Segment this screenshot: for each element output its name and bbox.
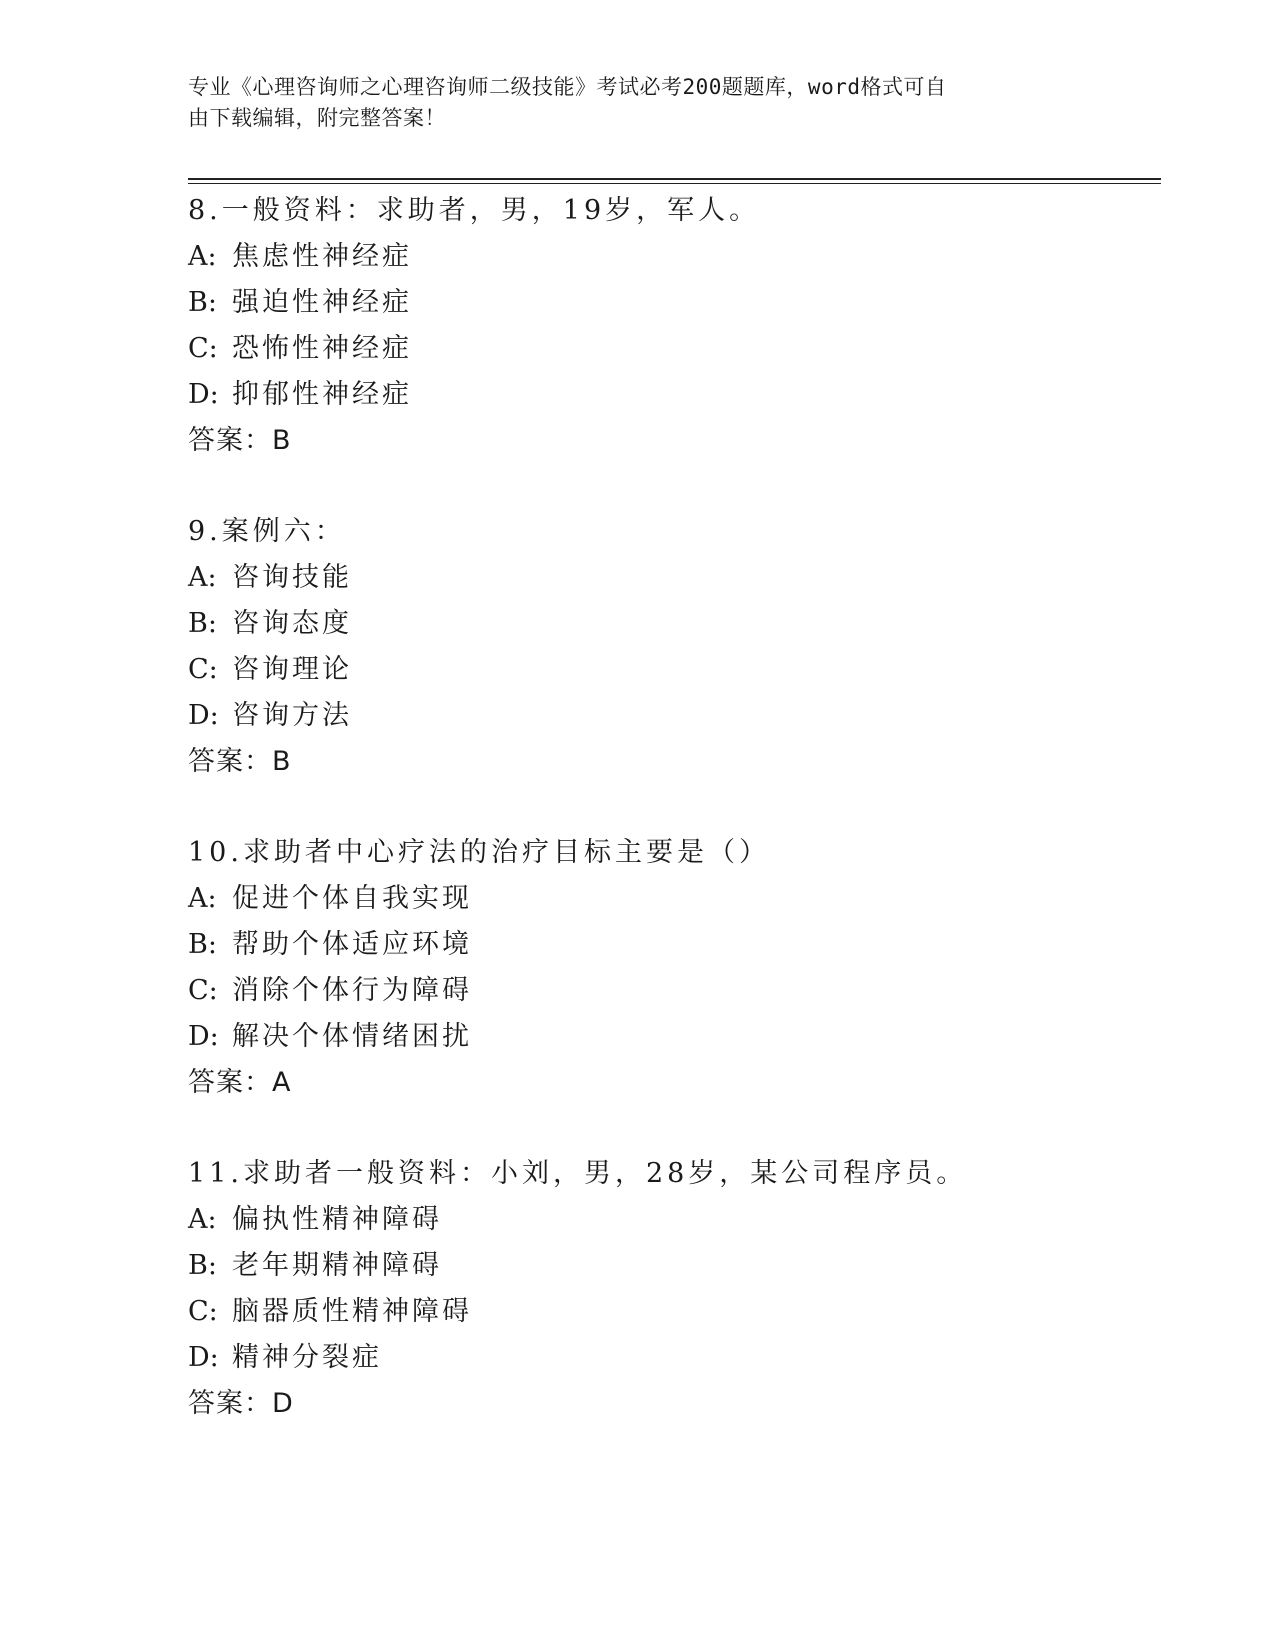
- option-text: 消除个体行为障碍: [232, 975, 472, 1006]
- option-b: [188, 922, 1148, 968]
- question-10: [188, 830, 1148, 1106]
- option-text: 咨询态度: [232, 608, 352, 639]
- option-d: [188, 693, 1148, 739]
- option-key: A:: [188, 883, 217, 914]
- header-line-2: 由下载编辑，附完整答案！: [188, 106, 446, 130]
- question-9: [188, 509, 1148, 785]
- option-d: [188, 1014, 1148, 1060]
- header-line-1: 专业《心理咨询师之心理咨询师二级技能》考试必考200题题库，word格式可自: [188, 75, 947, 99]
- option-d: [188, 372, 1148, 418]
- option-c: [188, 326, 1148, 372]
- option-key: C:: [188, 1296, 218, 1327]
- option-c: [188, 647, 1148, 693]
- option-key: B:: [188, 287, 217, 318]
- option-key: C:: [188, 654, 218, 685]
- option-text: 帮助个体适应环境: [232, 929, 472, 960]
- option-key: C:: [188, 975, 218, 1006]
- option-key: B:: [188, 929, 217, 960]
- option-a: [188, 876, 1148, 922]
- option-a: [188, 555, 1148, 601]
- option-key: C:: [188, 333, 218, 364]
- option-b: [188, 280, 1148, 326]
- option-text: 抑郁性神经症: [232, 379, 412, 410]
- question-stem: 11.求助者一般资料：小刘，男，28岁，某公司程序员。: [188, 1158, 968, 1189]
- answer-line: 答案：B: [188, 425, 292, 456]
- option-text: 促进个体自我实现: [232, 883, 472, 914]
- option-text: 焦虑性神经症: [232, 241, 412, 272]
- option-key: D:: [188, 700, 219, 731]
- option-b: [188, 601, 1148, 647]
- option-text: 恐怖性神经症: [232, 333, 412, 364]
- question-stem: 8.一般资料：求助者，男，19岁，军人。: [188, 195, 761, 226]
- question-list: [188, 188, 1148, 1472]
- option-key: D:: [188, 1342, 219, 1373]
- option-text: 老年期精神障碍: [232, 1250, 442, 1281]
- answer-line: 答案：A: [188, 1067, 292, 1098]
- option-text: 精神分裂症: [232, 1342, 382, 1373]
- question-stem: 10.求助者中心疗法的治疗目标主要是（）: [188, 837, 770, 868]
- option-text: 咨询方法: [232, 700, 352, 731]
- option-text: 解决个体情绪困扰: [232, 1021, 472, 1052]
- option-b: [188, 1243, 1148, 1289]
- option-a: [188, 1197, 1148, 1243]
- document-header: [188, 72, 1068, 134]
- option-key: B:: [188, 608, 217, 639]
- option-key: A:: [188, 241, 217, 272]
- option-text: 偏执性精神障碍: [232, 1204, 442, 1235]
- option-key: D:: [188, 379, 219, 410]
- option-a: [188, 234, 1148, 280]
- question-stem: 9.案例六：: [188, 516, 346, 547]
- option-key: B:: [188, 1250, 217, 1281]
- option-text: 强迫性神经症: [232, 287, 412, 318]
- option-c: [188, 1289, 1148, 1335]
- question-11: [188, 1151, 1148, 1427]
- option-key: D:: [188, 1021, 219, 1052]
- option-key: A:: [188, 1204, 217, 1235]
- answer-line: 答案：B: [188, 746, 292, 777]
- question-8: [188, 188, 1148, 464]
- option-key: A:: [188, 562, 217, 593]
- option-text: 咨询技能: [232, 562, 352, 593]
- option-d: [188, 1335, 1148, 1381]
- header-divider: [188, 178, 1161, 184]
- answer-line: 答案：D: [188, 1388, 294, 1419]
- option-c: [188, 968, 1148, 1014]
- option-text: 咨询理论: [232, 654, 352, 685]
- option-text: 脑器质性精神障碍: [232, 1296, 472, 1327]
